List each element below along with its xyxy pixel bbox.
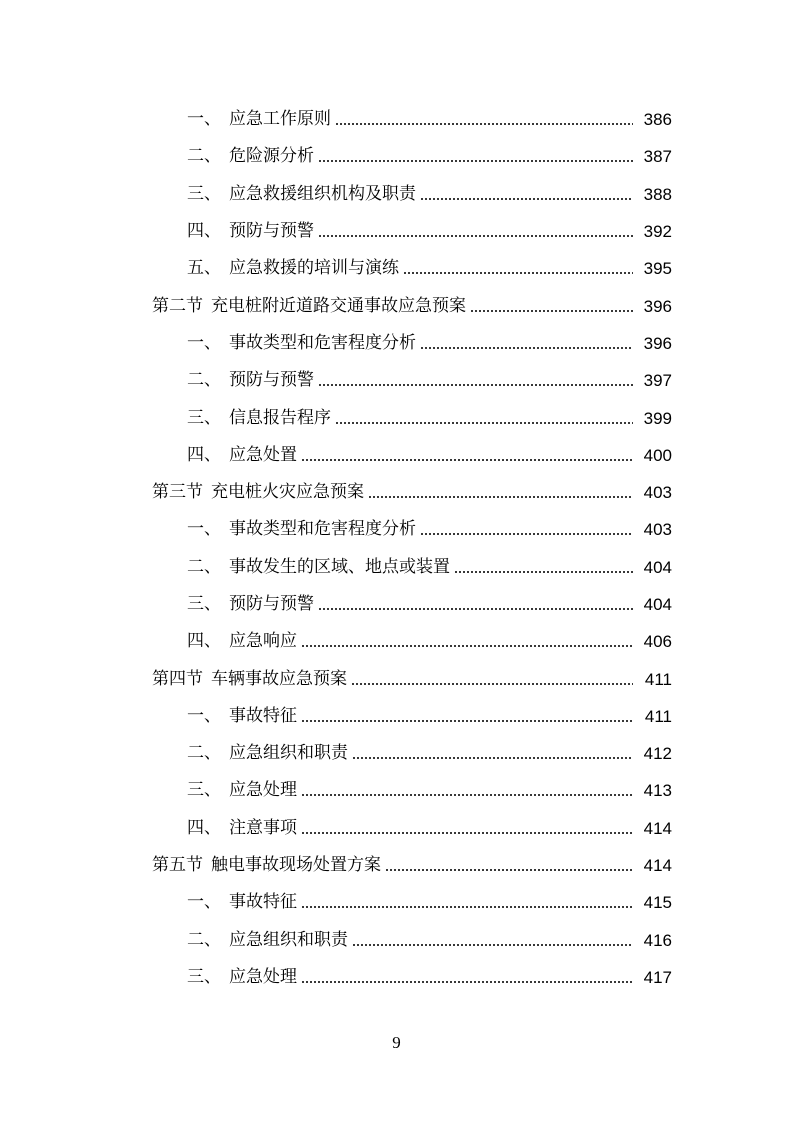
- toc-entry-number: 四、: [187, 817, 221, 838]
- toc-entry-page: 396: [643, 296, 672, 316]
- toc-subsection-entry[interactable]: [0, 810, 793, 847]
- toc-entry-number: 一、: [187, 519, 221, 540]
- toc-entry-title: 预防与预警: [229, 594, 314, 614]
- toc-dot-leader: [368, 496, 633, 498]
- toc-entry-number: 四、: [187, 444, 221, 465]
- toc-entry-number: 三、: [187, 594, 221, 614]
- toc-section-entry[interactable]: [0, 287, 793, 324]
- toc-entry-number: 三、: [187, 183, 221, 204]
- toc-entry-page: 388: [643, 184, 672, 204]
- toc-subsection-entry[interactable]: [0, 213, 793, 250]
- toc-subsection-entry[interactable]: [0, 250, 793, 287]
- toc-dot-leader: [335, 422, 633, 424]
- toc-entry-title: 事故类型和危害程度分析: [229, 519, 416, 540]
- toc-entry-number: 一、: [187, 109, 221, 130]
- toc-entry-page: 403: [643, 520, 672, 540]
- toc-subsection-entry[interactable]: [0, 176, 793, 213]
- toc-entry-title: 应急响应: [229, 631, 297, 652]
- toc-entry-page: 417: [643, 967, 672, 987]
- toc-dot-leader: [335, 123, 633, 125]
- toc-subsection-entry[interactable]: [0, 325, 793, 362]
- toc-dot-leader: [301, 645, 633, 647]
- toc-entry-page: 414: [643, 818, 672, 838]
- toc-dot-leader: [420, 198, 633, 200]
- toc-subsection-entry[interactable]: [0, 101, 793, 138]
- toc-subsection-entry[interactable]: [0, 959, 793, 996]
- toc-subsection-entry[interactable]: [0, 437, 793, 474]
- toc-entry-page: 404: [643, 557, 672, 577]
- toc-subsection-entry[interactable]: [0, 735, 793, 772]
- toc-entry-number: 第四节: [152, 668, 203, 689]
- toc-entry-title: 充电桩火灾应急预案: [211, 482, 364, 503]
- toc-entry-title: 事故特征: [229, 705, 297, 726]
- toc-entry-number: 第二节: [152, 295, 203, 316]
- toc-subsection-entry[interactable]: [0, 362, 793, 399]
- toc-entry-page: 387: [643, 147, 672, 167]
- toc-entry-number: 三、: [187, 407, 221, 428]
- toc-entry-page: 399: [643, 408, 672, 428]
- toc-entry-title: 应急救援的培训与演练: [229, 258, 399, 279]
- toc-entry-number: 一、: [187, 705, 221, 726]
- page-number: 9: [392, 1033, 401, 1052]
- toc-dot-leader: [470, 310, 633, 312]
- toc-dot-leader: [420, 347, 633, 349]
- toc-entry-number: 二、: [187, 556, 221, 577]
- toc-dot-leader: [403, 272, 633, 274]
- toc-dot-leader: [352, 757, 633, 759]
- toc-entry-page: 413: [643, 781, 672, 801]
- toc-entry-number: 二、: [187, 146, 221, 167]
- toc-entry-title: 注意事项: [229, 817, 297, 838]
- toc-section-entry[interactable]: [0, 847, 793, 884]
- toc-entry-page: 411: [644, 706, 672, 726]
- toc-entry-number: 一、: [187, 332, 221, 353]
- toc-entry-title: 信息报告程序: [229, 407, 331, 428]
- toc-entry-number: 三、: [187, 966, 221, 987]
- toc-entry-page: 414: [643, 856, 672, 876]
- toc-entry-title: 事故类型和危害程度分析: [229, 332, 416, 353]
- toc-entry-number: 二、: [187, 370, 221, 391]
- toc-subsection-entry[interactable]: [0, 586, 793, 623]
- toc-entry-title: 充电桩附近道路交通事故应急预案: [211, 295, 466, 316]
- toc-dot-leader: [420, 533, 633, 535]
- toc-dot-leader: [318, 160, 633, 162]
- toc-entry-title: 应急处置: [229, 444, 297, 465]
- toc-dot-leader: [318, 384, 633, 386]
- toc-dot-leader: [385, 869, 633, 871]
- toc-entry-number: 四、: [187, 631, 221, 652]
- toc-entry-title: 应急工作原则: [229, 109, 331, 130]
- toc-entry-page: 400: [643, 445, 672, 465]
- toc-section-entry[interactable]: [0, 474, 793, 511]
- toc-entry-title: 事故发生的区域、地点或装置: [229, 556, 450, 577]
- toc-entry-title: 危险源分析: [229, 146, 314, 167]
- toc-subsection-entry[interactable]: [0, 922, 793, 959]
- toc-entry-page: 395: [643, 259, 672, 279]
- toc-subsection-entry[interactable]: [0, 623, 793, 660]
- toc-entry-number: 一、: [187, 892, 221, 913]
- toc-entry-number: 第三节: [152, 482, 203, 503]
- toc-entry-page: 392: [643, 222, 672, 242]
- toc-subsection-entry[interactable]: [0, 698, 793, 735]
- toc-entry-title: 应急救援组织机构及职责: [229, 183, 416, 204]
- table-of-contents: [0, 101, 793, 996]
- toc-subsection-entry[interactable]: [0, 884, 793, 921]
- toc-entry-number: 二、: [187, 929, 221, 950]
- toc-entry-page: 416: [643, 930, 672, 950]
- toc-dot-leader: [318, 608, 633, 610]
- toc-dot-leader: [352, 944, 633, 946]
- toc-subsection-entry[interactable]: [0, 138, 793, 175]
- toc-entry-page: 415: [643, 893, 672, 913]
- toc-entry-page: 412: [643, 744, 672, 764]
- toc-dot-leader: [301, 981, 633, 983]
- toc-dot-leader: [301, 794, 633, 796]
- toc-dot-leader: [301, 906, 633, 908]
- toc-entry-page: 404: [643, 595, 672, 614]
- toc-entry-title: 预防与预警: [229, 221, 314, 242]
- toc-entry-title: 应急组织和职责: [229, 929, 348, 950]
- toc-entry-page: 406: [643, 632, 672, 652]
- toc-entry-number: 四、: [187, 221, 221, 242]
- toc-entry-number: 三、: [187, 780, 221, 801]
- toc-dot-leader: [301, 459, 633, 461]
- toc-entry-number: 二、: [187, 743, 221, 764]
- toc-entry-page: 396: [643, 333, 672, 353]
- toc-entry-title: 预防与预警: [229, 370, 314, 391]
- toc-section-entry[interactable]: [0, 660, 793, 697]
- toc-entry-page: 403: [643, 483, 672, 503]
- toc-dot-leader: [454, 571, 633, 573]
- toc-entry-page: 411: [644, 669, 672, 689]
- toc-subsection-entry[interactable]: [0, 772, 793, 809]
- toc-entry-title: 应急组织和职责: [229, 743, 348, 764]
- toc-dot-leader: [318, 235, 633, 237]
- toc-entry-title: 车辆事故应急预案: [211, 668, 347, 689]
- toc-entry-title: 应急处理: [229, 780, 297, 801]
- toc-entry-page: 386: [643, 110, 672, 130]
- toc-entry-title: 应急处理: [229, 966, 297, 987]
- toc-dot-leader: [351, 683, 633, 685]
- toc-dot-leader: [301, 832, 633, 834]
- toc-subsection-entry[interactable]: [0, 511, 793, 548]
- toc-entry-page: 397: [643, 371, 672, 391]
- toc-subsection-entry[interactable]: [0, 549, 793, 586]
- toc-entry-number: 五、: [187, 258, 221, 279]
- toc-subsection-entry[interactable]: [0, 399, 793, 436]
- toc-entry-title: 触电事故现场处置方案: [211, 855, 381, 876]
- toc-entry-title: 事故特征: [229, 892, 297, 913]
- toc-dot-leader: [301, 720, 633, 722]
- toc-entry-number: 第五节: [152, 855, 203, 876]
